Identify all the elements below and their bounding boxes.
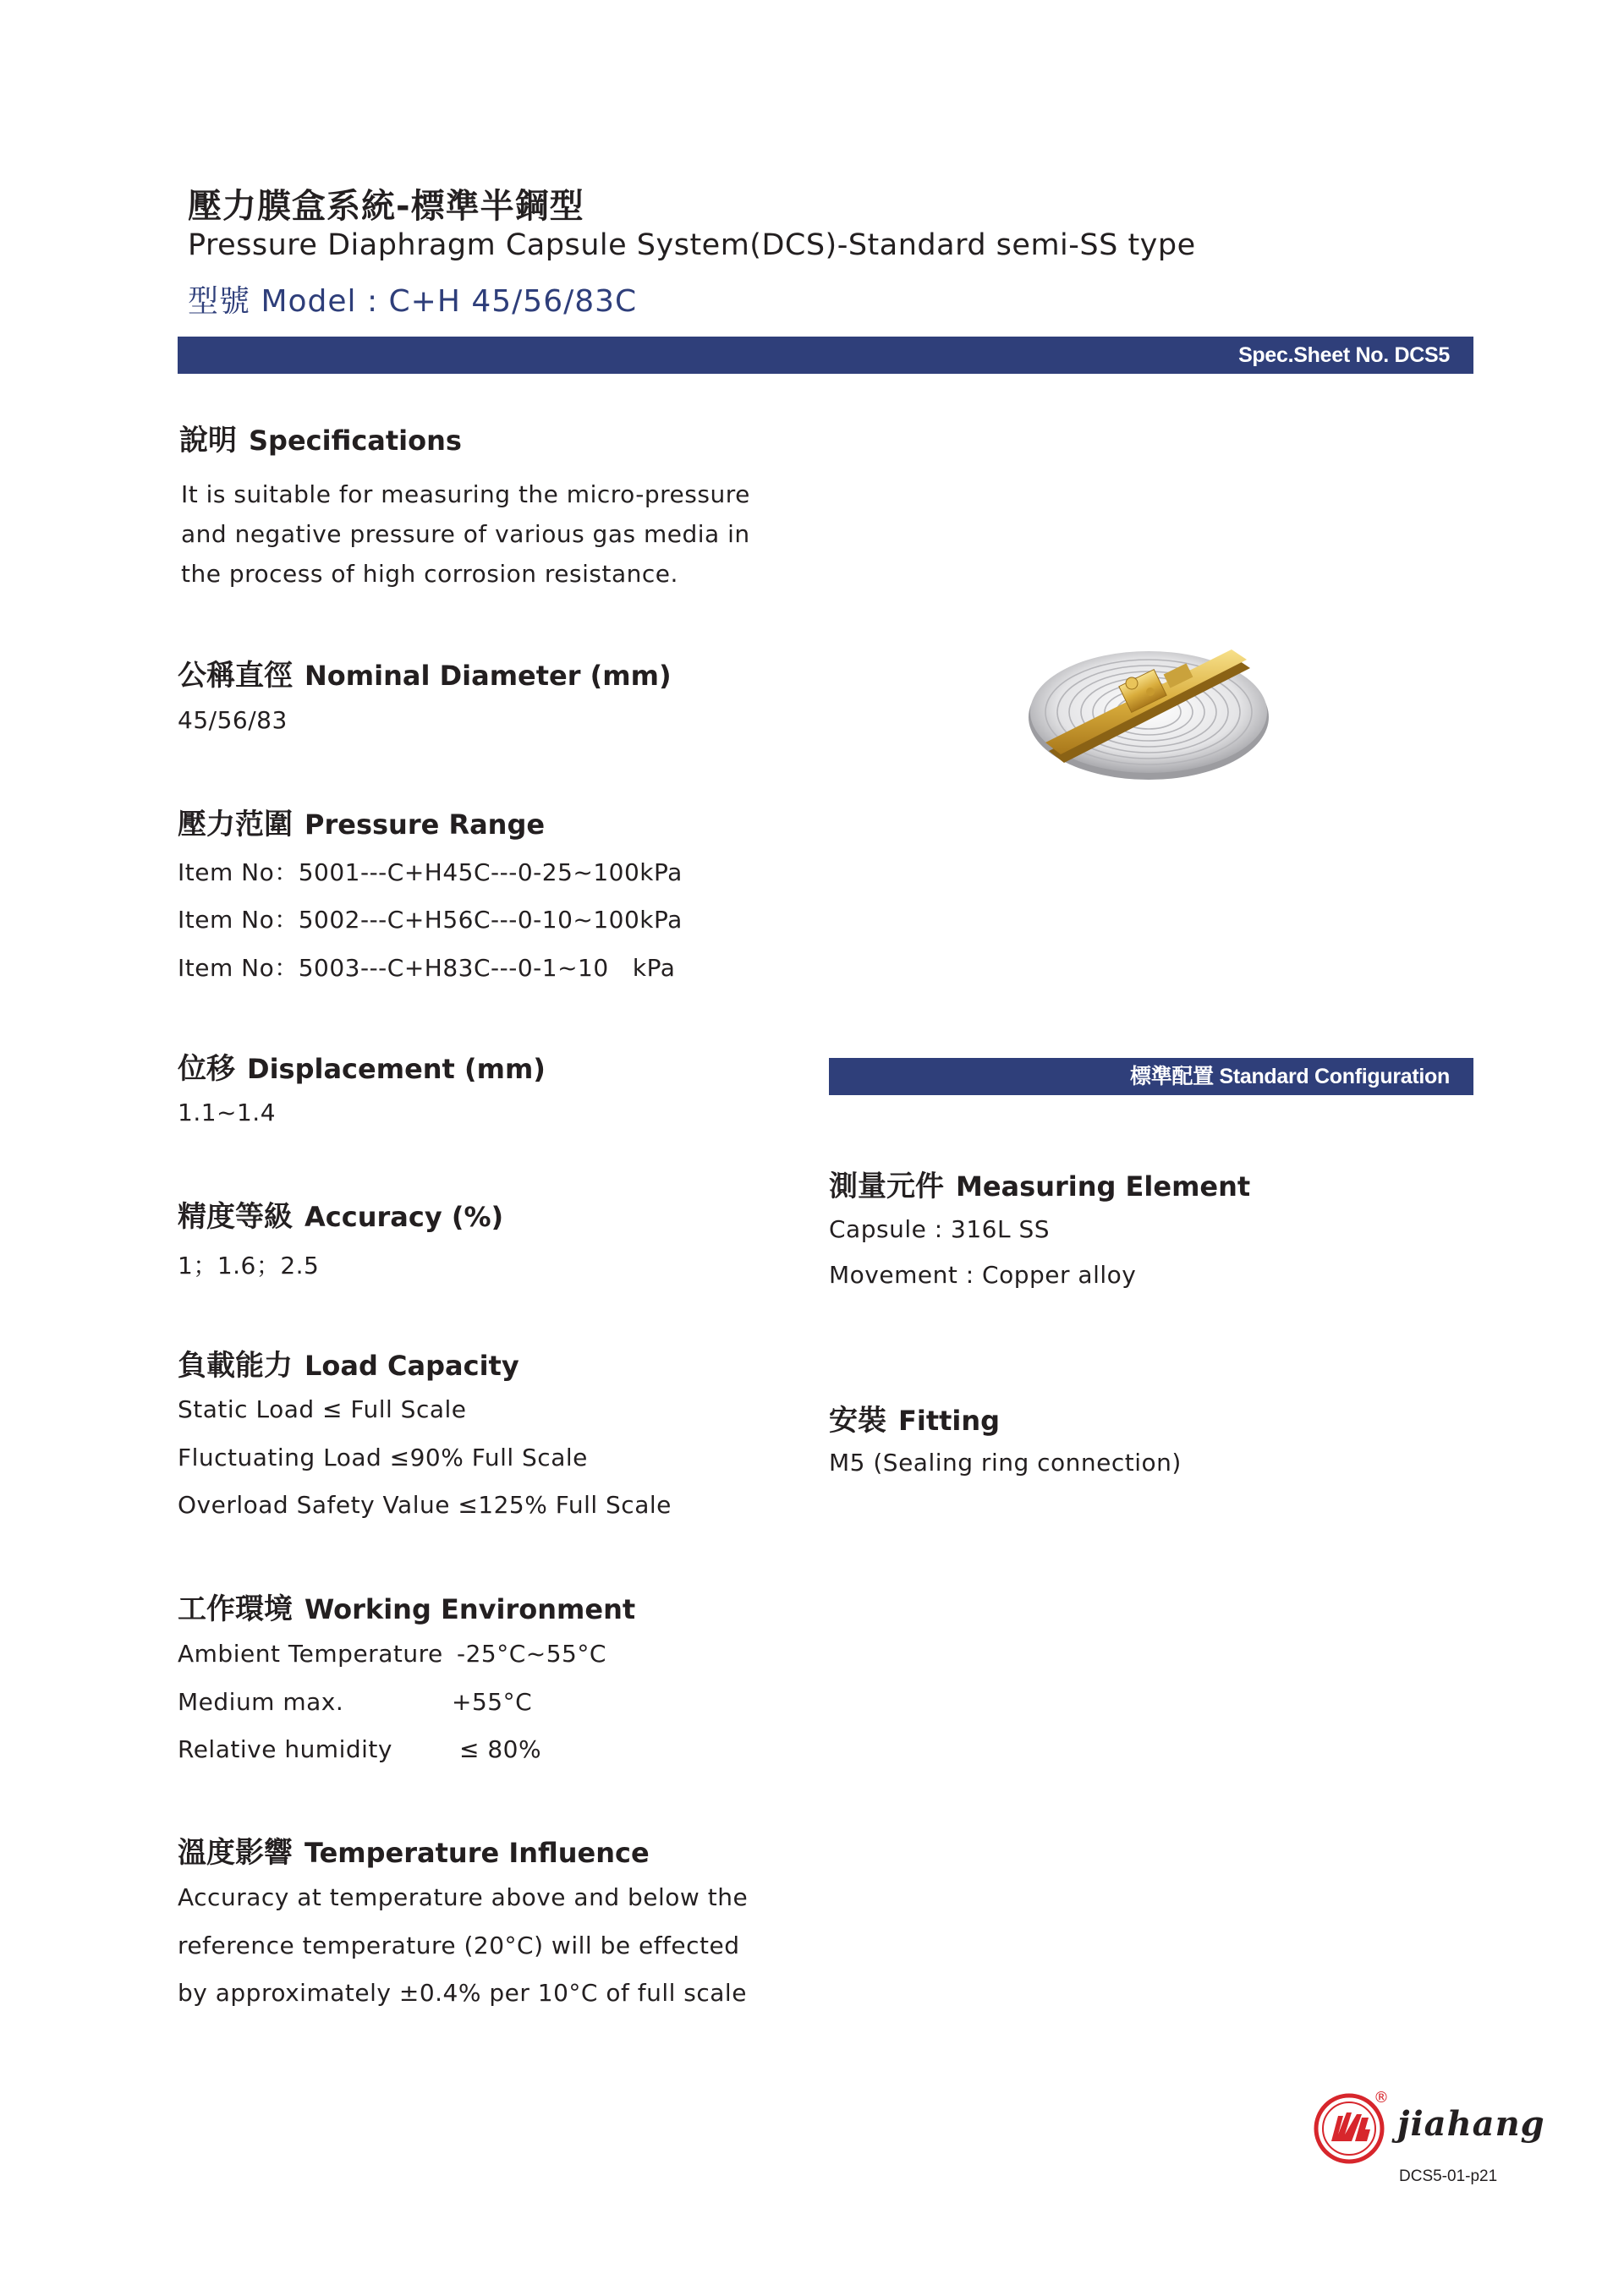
pressure-range-item-3: Item No：5003---C+H83C---0-1~10 kPa [178,954,676,982]
env-row-label: Ambient Temperature [178,1640,443,1668]
fitting-heading [829,1397,1000,1438]
displacement-heading [178,1045,546,1087]
nominal-diameter-heading-en: Nominal Diameter (mm) [304,660,672,692]
env-row-value: ≤ 80% [459,1735,542,1763]
working-environment-heading-en: Working Environment [304,1593,636,1625]
spec-sheet-label: Spec.Sheet No. DCS5 [1238,343,1450,367]
temperature-influence-heading [178,1829,650,1871]
brand-name: jiahang [1397,2104,1545,2144]
model-number: 型號 Model : C+H 45/56/83C [188,284,638,319]
nominal-diameter-heading [178,652,672,693]
load-capacity-heading-cn: 負載能力 [178,1349,293,1383]
load-capacity-heading [178,1342,519,1384]
measuring-element-heading-en: Measuring Element [956,1170,1251,1203]
specifications-line-3: the process of high corrosion resistance. [181,560,678,588]
fitting-heading-cn: 安裝 [829,1404,886,1438]
load-capacity-line-2: Fluctuating Load ≤90% Full Scale [178,1444,588,1471]
pressure-range-item-1: Item No：5001---C+H45C---0-25~100kPa [178,858,683,886]
nominal-diameter-value: 45/56/83 [178,706,288,734]
load-capacity-line-1: Static Load ≤ Full Scale [178,1395,467,1423]
pressure-range-heading [178,801,545,842]
specifications-heading-cn: 說明 [179,424,237,458]
page-code: DCS5-01-p21 [1399,2167,1498,2185]
specifications-heading [179,417,462,458]
env-row-label: Relative humidity [178,1735,392,1763]
pressure-range-heading-en: Pressure Range [304,808,546,841]
accuracy-heading [178,1193,503,1235]
specifications-line-2: and negative pressure of various gas media in [181,520,750,548]
env-row-value: -25°C~55°C [457,1640,606,1668]
page-title-en: Pressure Diaphragm Capsule System(DCS)-Standard semi-SS type [188,228,1196,262]
pressure-range-heading-cn: 壓力范圍 [178,808,293,841]
working-environment-heading-cn: 工作環境 [178,1592,293,1626]
measuring-element-line-1: Capsule : 316L SS [829,1215,1051,1243]
temperature-influence-heading-cn: 溫度影響 [178,1836,293,1870]
displacement-value: 1.1~1.4 [178,1099,277,1126]
measuring-element-line-2: Movement : Copper alloy [829,1261,1137,1289]
standard-configuration-label: 標準配置 Standard Configuration [1130,1065,1450,1088]
env-row-value: +55°C [452,1688,533,1716]
load-capacity-heading-en: Load Capacity [304,1350,519,1382]
specifications-heading-en: Specifications [249,425,462,457]
spec-sheet-bar [178,337,1473,374]
temperature-influence-line-1: Accuracy at temperature above and below the [178,1883,749,1911]
nominal-diameter-heading-cn: 公稱直徑 [178,659,293,693]
temperature-influence-line-3: by approximately ±0.4% per 10°C of full scale [178,1979,747,2007]
pressure-range-item-2: Item No：5002---C+H56C---0-10~100kPa [178,906,683,934]
working-environment-heading [178,1586,635,1627]
temperature-influence-line-2: reference temperature (20°C) will be effected [178,1932,740,1959]
measuring-element-heading [829,1163,1250,1204]
diaphragm-capsule-icon [1023,624,1277,785]
fitting-heading-en: Fitting [898,1405,1001,1437]
accuracy-heading-cn: 精度等級 [178,1200,293,1234]
displacement-heading-cn: 位移 [178,1052,235,1086]
registered-mark: ® [1374,2089,1389,2107]
temperature-influence-heading-en: Temperature Influence [304,1837,650,1869]
fitting-value: M5 (Sealing ring connection) [829,1449,1182,1477]
load-capacity-line-3: Overload Safety Value ≤125% Full Scale [178,1491,672,1519]
accuracy-heading-en: Accuracy (%) [304,1201,504,1233]
displacement-heading-en: Displacement (mm) [247,1053,546,1085]
page-title-cn: 壓力膜盒系統-標準半鋼型 [188,187,584,226]
accuracy-value: 1；1.6；2.5 [178,1252,320,1280]
specifications-line-1: It is suitable for measuring the micro-pressure [181,480,750,508]
env-row-label: Medium max. [178,1688,344,1716]
measuring-element-heading-cn: 測量元件 [829,1170,944,1203]
standard-configuration-bar [829,1058,1473,1095]
